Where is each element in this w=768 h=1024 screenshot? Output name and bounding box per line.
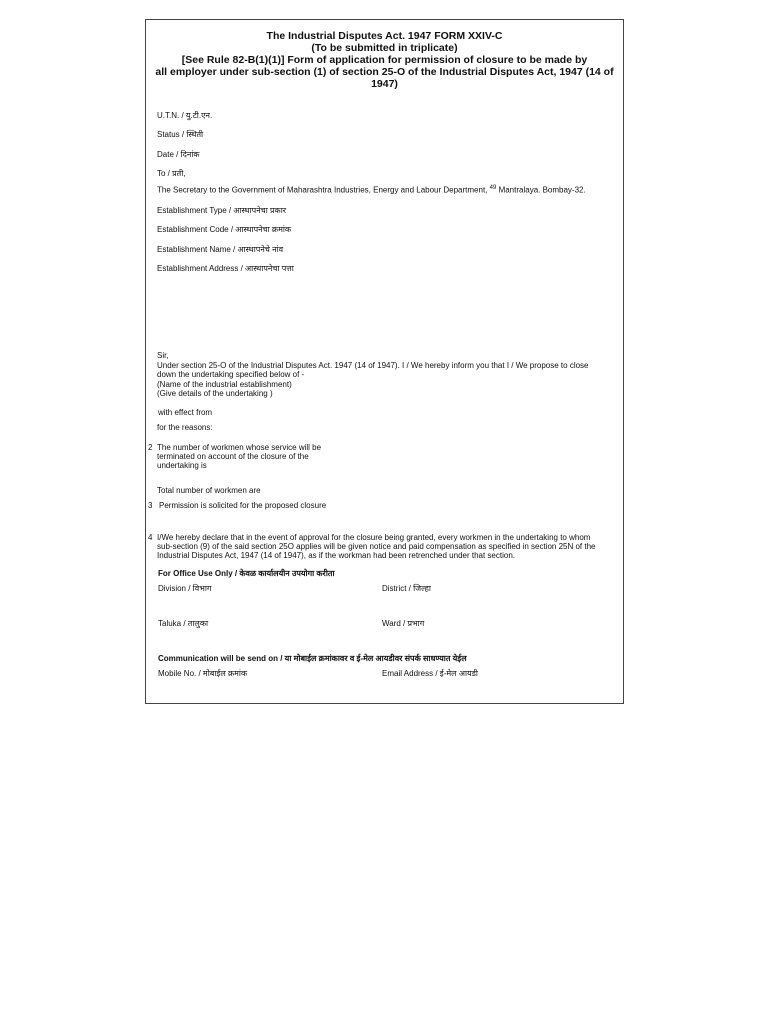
establishment-address-label: Establishment Address / आस्थापनेचा पत्ता: [157, 264, 294, 273]
paragraph-1-line-3: (Name of the industrial establishment): [157, 380, 292, 389]
to-label: To / प्रती,: [157, 169, 186, 178]
item-3-text: Permission is solicited for the proposed closure: [159, 501, 327, 510]
form-rule-heading-3: 1947): [371, 78, 398, 90]
item-4-line-3: Industrial Disputes Act, 1947 (14 of 1947), as if the workman had been retrenched under that section.: [157, 551, 515, 560]
item-2-line-3: undertaking is: [157, 461, 207, 470]
form-subtitle: (To be submitted in triplicate): [311, 42, 458, 54]
email-label: Email Address / ई-मेल आयडी: [382, 669, 478, 678]
status-label: Status / स्थिती: [157, 130, 204, 139]
reasons-label: for the reasons:: [157, 423, 213, 432]
date-label: Date / दिनांक: [157, 150, 200, 159]
total-workmen-label: Total number of workmen are: [157, 486, 261, 495]
paragraph-1-line-4: (Give details of the undertaking ): [157, 389, 273, 398]
item-4-line-2: sub-section (9) of the said section 25O applies will be given notice and paid compensation as specified in section 25N of the: [157, 542, 596, 551]
form-title: The Industrial Disputes Act. 1947 FORM XXIV-C: [266, 30, 503, 42]
secretary-address: [157, 183, 586, 196]
secretary-text-end: Mantralaya. Bombay-32.: [498, 185, 586, 195]
item-4-line-1: I/We hereby declare that in the event of approval for the closure being granted, every workmen in the undertaking to whom: [157, 533, 591, 542]
taluka-label: Taluka / तालुका: [158, 619, 209, 628]
communication-heading: Communication will be send on / या मोबाईल क्रमांकावर व ई-मेल आयडीवर संपर्क साधण्यात येईल: [158, 654, 467, 663]
effect-from-label: with effect from: [158, 408, 213, 417]
ward-label: Ward / प्रभाग: [382, 619, 425, 628]
establishment-type-label: Establishment Type / आस्थापनेचा प्रकार: [157, 206, 287, 215]
secretary-text: The Secretary to the Government of Maharashtra Industries, Energy and Labour Department,: [157, 185, 488, 195]
item-2-line-1: The number of workmen whose service will be: [157, 443, 322, 452]
establishment-code-label: Establishment Code / आस्थापनेचा क्रमांक: [157, 225, 292, 234]
utn-label: U.T.N. / यु.टी.एन.: [157, 111, 213, 120]
secretary-superscript: 49: [489, 185, 497, 191]
mobile-label: Mobile No. / मोबाईल क्रमांक: [158, 669, 248, 678]
division-label: Division / विभाग: [158, 584, 212, 593]
item-4-number: 4: [148, 533, 153, 542]
salutation: Sir,: [157, 351, 169, 360]
district-label: District / जिल्हा: [382, 584, 431, 593]
item-2-number: 2: [148, 443, 153, 452]
establishment-name-label: Establishment Name / आस्थापनेचे नांव: [157, 245, 284, 254]
paragraph-1-line-2: down the undertaking specified below of -: [157, 370, 305, 379]
form-rule-heading: [See Rule 82-B(1)(1)] Form of application for permission of closure to be made by: [181, 54, 588, 66]
item-3-number: 3: [148, 501, 153, 510]
paragraph-1-line-1: Under section 25-O of the Industrial Disputes Act. 1947 (14 of 1947). I / We hereby inform you that I / We propose to close: [157, 361, 589, 370]
form-rule-heading-2: all employer under sub-section (1) of section 25-O of the Industrial Disputes Act, 1947 (14 of: [155, 66, 614, 78]
item-2-line-2: terminated on account of the closure of the: [157, 452, 309, 461]
office-use-heading: For Office Use Only / केवळ कार्यालयीन उपयोगा करीता: [158, 569, 335, 578]
